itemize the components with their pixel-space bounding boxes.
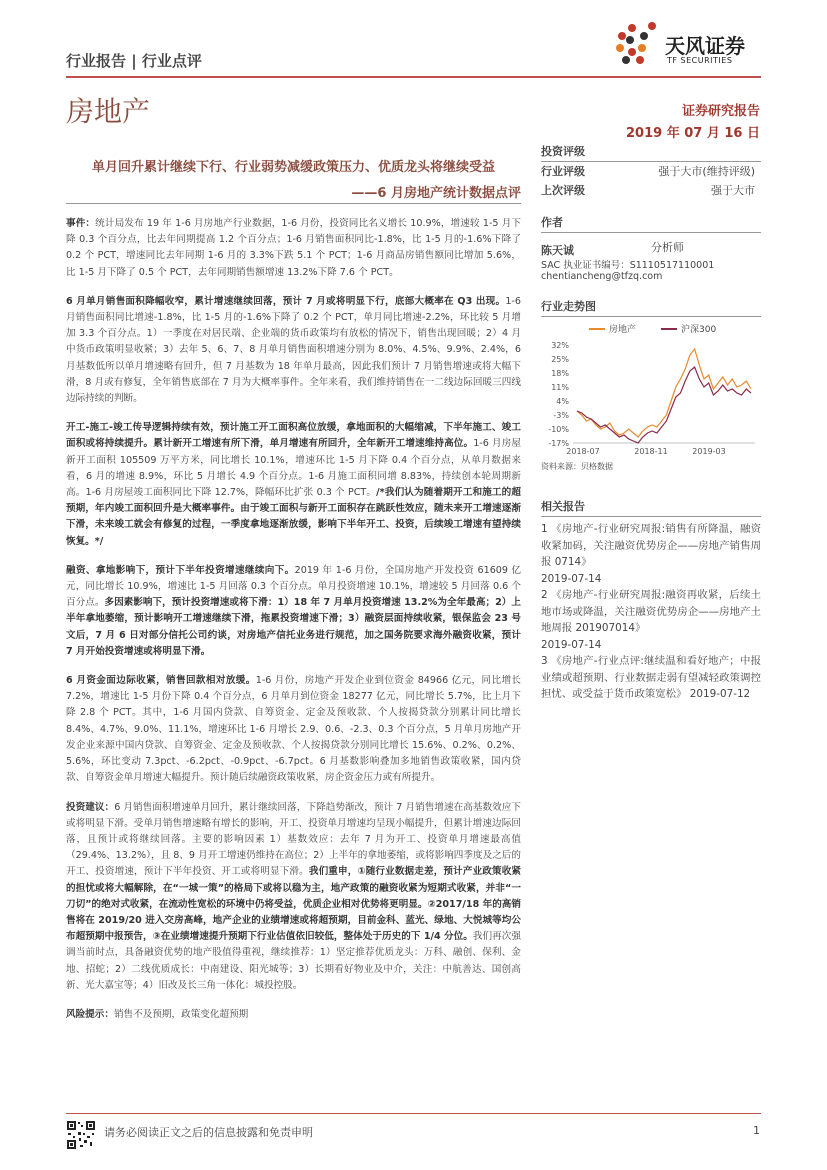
advice-tail: 我们再次强调当前时点，具备融资优势的地产股值得重视，继续推荐：1）坚定推荐优质龙头：万科、融创、保利、金地、招蛇；2）二线优质成长：中南建设、阳光城等；3）长期看好物业及中介，关注：中航善达、国创高新、光大嘉宝等；4）旧改及长三角一体化：城投控股。	[66, 931, 521, 991]
main-body	[66, 216, 521, 1023]
advice-lead: 投资建议：	[66, 801, 115, 813]
y-tick-label: 32%	[551, 341, 569, 350]
paragraph-funding	[66, 673, 521, 786]
related-item[interactable]	[541, 587, 761, 653]
related-block	[541, 498, 761, 703]
y-tick-label: 18%	[551, 369, 569, 378]
related-item-title[interactable]: 3 《房地产-行业点评:继续温和看好地产；中报业绩或超预期、行业数据走弱有望减轻政策调控担忧、或受益于货币政策宽松》	[541, 655, 761, 700]
x-tick-label: 2019-03	[692, 447, 726, 456]
paragraph-sales	[66, 294, 521, 407]
paragraph-advice	[66, 800, 521, 994]
author-email[interactable]: chentiancheng@tfzq.com	[541, 271, 663, 282]
y-tick-label: -10%	[548, 425, 569, 434]
paragraph-risk	[66, 1007, 521, 1023]
related-item-date: 2019-07-14	[541, 572, 602, 585]
related-rule	[541, 516, 761, 517]
trend-head: 行业走势图	[541, 300, 596, 313]
event-text: 统计局发布 19 年 1-6 月房地产行业数据，1-6 月份，投资同比名义增长 10.9%，增速较 1-5 月下降 0.3 个百分点，比去年同期提高 1.2 个百分点；1-6 月销售面积同比-1.8%，比 1-5 月的-1.6%下降了 0.2 个 PCT，增速同比去年同期 1-6 月的 3.3%下跌 5.1 个 PCT；1-6 月商品房销售额同比增加 5.6%，比 1-5 月下降了 0.5 个 PCT，去年同期销售额增速 13.2%下降 7.6 个 PCT。	[66, 218, 521, 278]
related-item[interactable]	[541, 653, 761, 703]
author-cert: SAC 执业证书编号：S1110517110001	[541, 260, 715, 271]
brand-dots-icon	[610, 14, 666, 70]
industry-rating-value: 强于大市(维持评级)	[658, 165, 755, 178]
y-tick-label: 4%	[556, 397, 569, 406]
author-rule	[541, 232, 761, 233]
industry-rating-row	[541, 162, 761, 181]
legend-label: 房地产	[609, 325, 637, 335]
related-item-title[interactable]: 1 《房地产-行业研究周报:销售有所降温，融资收紧加码，关注融资优势房企——房地产销售周报 0714》	[541, 523, 761, 568]
disclaimer-notice: 请务必阅读正文之后的信息披露和免责申明	[104, 1126, 313, 1139]
report-title: 单月回升累计继续下行、行业弱势减缓政策压力、优质龙头将继续受益	[91, 160, 495, 175]
investment-lead: 融资、拿地影响下，预计下半年投资增速继续向下。	[66, 564, 295, 576]
rating-head: 投资评级	[541, 145, 585, 158]
related-item-date: 2019-07-12	[689, 688, 751, 700]
related-item-date: 2019-07-14	[541, 638, 602, 651]
doc-type-label: 行业报告 | 行业点评	[66, 52, 202, 70]
brand-name-en: TF SECURITIES	[667, 56, 733, 65]
author-head: 作者	[541, 216, 563, 229]
risk-lead: 风险提示：	[66, 1008, 114, 1020]
construction-lead: 开工-施工-竣工传导逻辑持续有效，预计施工开工面积高位放缓，拿地面积的大幅缩减，下半年施工、竣工面积或将持续提升。	[66, 422, 521, 450]
chart-source: 资料来源：贝格数据	[541, 462, 613, 471]
construction-mid: 累计新开工增速有所下滑，单月增速有所回升，全年新开工增速维持高位。	[153, 438, 474, 450]
risk-text: 销售不及预期，政策变化超预期	[113, 1008, 249, 1020]
industry-title: 房地产	[66, 95, 151, 128]
funding-lead: 6 月资金面边际收紧，销售回款相对放缓。	[66, 675, 256, 687]
trend-chart	[541, 319, 761, 459]
sales-text: 1-6 月销售面积同比增速-1.8%，比 1-5 月的-1.6%下降了 0.2 个 PCT，单月同比增速-2.2%，环比较 5 月增加 3.3 个百分点。1）一季度在对居民端、企业端的货币政策均有放松的情况下，销售出现回暖；2）4 月中货币政策明显收紧；3）去年 5、6、7、8 月单月销售面积增速分别为 8.0%、4.5%、9.9%、2.4%，6 月基数低所以单月增速略有回升，但 7 月基数为 18 年单月最高，因此我们预计 7 月销售增速或将大幅下滑，8 月或有修复，全年销售底部在 7 月为大概率事件。全年来看，我们维持销售在一二线边际回暖三四线边际持续的判断。	[66, 295, 521, 405]
last-rating-row	[541, 181, 761, 200]
investment-text: 2019 年 1-6 月份，全国房地产开发投资 61609 亿元，同比增长 10.9%，增速比 1-5 月回落 0.3 个百分点。单月投资增速 10.1%，增速较 5 月回落 0.6 个百分点。	[66, 564, 521, 609]
author-block	[541, 214, 761, 282]
y-tick-label: -3%	[553, 411, 569, 420]
sales-lead: 6 月单月销售面积降幅收窄，累计增速继续回落，预计 7 月或将明显下行，底部大概率在 Q3 出现。	[66, 295, 506, 307]
related-item[interactable]	[541, 521, 761, 587]
y-tick-label: 11%	[551, 383, 569, 392]
last-rating-value: 强于大市	[711, 184, 755, 197]
author-name: 陈天诚	[541, 244, 574, 257]
rating-block	[541, 143, 761, 200]
advice-mid: 我们重申，①随行业数据走差，预计产业政策收紧的担忧或将大幅解除，在“一城一策”的格局下或将以稳为主，地产政策的融资收紧为短期式收紧，并非“一刀切”的绝对式收紧，在流动性宽松的环境中仍将受益，优质企业相对优势将更明显。②2017/18 年的高销售将在 2019/20 进入交房高峰，地产企业的业绩增速或将超预期，目前金科、蓝光、绿地、大悦城等均公布超预期中报预告，③在业绩增速提升预期下行业估值依旧较低，整体处于历史的下 1/4 分位。	[66, 866, 522, 943]
x-tick-label: 2018-11	[634, 447, 668, 456]
advice-text: 6 月销售面积增速单月回升，累计继续回落，下降趋势渐改，预计 7 月销售增速在高基数效应下或将明显下滑。受单月销售增速略有增长的影响，开工、投资单月增速均呈现小幅提升，但累计增速边际回落，且预计或将继续回落。主要的影响因素 1）基数效应：去年 7 月为开工、投资单月增速最高值（29.4%、13.2%），且 8、9 月开工增速仍维持在高位；2）上半年的拿地萎缩，或将影响四季度及之后的开工、投资增速，预计下半年投资、开工或将明显下滑。	[66, 801, 522, 878]
paragraph-construction	[66, 420, 521, 550]
title-divider	[66, 203, 521, 204]
related-item-title[interactable]: 2 《房地产-行业研究周报:融资再收紧，后续土地市场或降温，关注融资优势房企——房地产土地周报 201907014》	[541, 589, 761, 634]
report-subtitle: ——6 月房地产统计数据点评	[351, 186, 521, 201]
trend-rule	[541, 316, 761, 317]
related-head: 相关报告	[541, 500, 585, 513]
construction-text: 1-6 月房屋新开工面积 105509 万平方米，同比增长 10.1%，增速环比 1-5 月下降 0.4 个百分点，从单月数据来看，6 月的增速 8.9%，环比 5 月增长 4.9 个百分点。1-6 月施工面积同增 8.83%，持续创本轮周期新高。1-6 月房屋竣工面积同比下降 12.7%，降幅环比扩张 0.3 个 PCT。	[66, 438, 522, 499]
funding-text: 1-6 月份，房地产开发企业到位资金 84966 亿元，同比增长 7.2%，增速比 1-5 月份下降 0.4 个百分点，6 月单月到位资金 18277 亿元，同比增长 5.7%，比上月下降 2.8 个 PCT。其中，1-6 月国内贷款、自筹资金、定金及预收款、个人按揭贷款分别累计同比增长 8.4%、4.7%、9.0%、11.1%，增速环比 1-6 月增长 2.9、0.6、-2.3、0.3 个百分点，5 月单月房地产开发企业来源中国内贷款、自筹资金、定金及预收款、个人按揭贷款分别同比增长 15.6%、0.2%、0.2%、5.6%，环比变动 7.3pct、-6.2pct、-0.9pct、-6.7pct。6 月基数影响叠加多地销售政策收紧，国内贷款、自筹资金单月增速大幅提升。预计随后续融资政策收紧，房企资金压力或有所提升。	[66, 675, 522, 784]
industry-rating-label: 行业评级	[541, 165, 585, 178]
report-date: 2019 年 07 月 16 日	[626, 126, 760, 141]
paragraph-investment	[66, 563, 521, 660]
trend-block	[541, 298, 761, 472]
construction-tail: /*我们认为随着期开工和施工的超预期，年内竣工面积回升是大概率事件。由于竣工面积与新开工面积存在跳跃性效应，随未来开工增速逐渐下滑，未来竣工就会有修复的过程，一季度拿地逐渐放缓，影响下半年开工、投资，后续竣工增速有望持续恢复。*/	[66, 487, 521, 547]
brand-name: 天风证券	[665, 34, 745, 58]
investment-tail: 多因素影响下，预计投资增速或将下滑：1）18 年 7 月单月投资增速 13.2%为全年最高；2）上半年拿地萎缩，预计影响开工增速继续下滑，拖累投资增速下滑；3）融资层面持续收紧，银保监会 23 号文后，7 月 6 日对部分信托公司约谈，对房地产信托业务进行规范，加之国务院要求海外融资收紧，预计 7 月开始投资增速或将明显下滑。	[66, 597, 521, 657]
x-tick-label: 2018-07	[566, 447, 600, 456]
event-lead: 事件：	[66, 218, 96, 229]
legend-label: 沪深300	[681, 325, 717, 335]
author-role: 分析师	[651, 241, 684, 254]
paragraph-event	[66, 216, 521, 281]
qr-code-icon	[66, 1120, 96, 1150]
y-tick-label: -17%	[548, 439, 569, 448]
header-rule	[66, 76, 761, 78]
report-type: 证券研究报告	[681, 104, 760, 119]
footer-rule	[66, 1113, 761, 1114]
last-rating-label: 上次评级	[541, 184, 585, 197]
series-line-csi300	[577, 367, 751, 443]
y-tick-label: 25%	[551, 355, 569, 364]
page-number: 1	[753, 1124, 760, 1137]
